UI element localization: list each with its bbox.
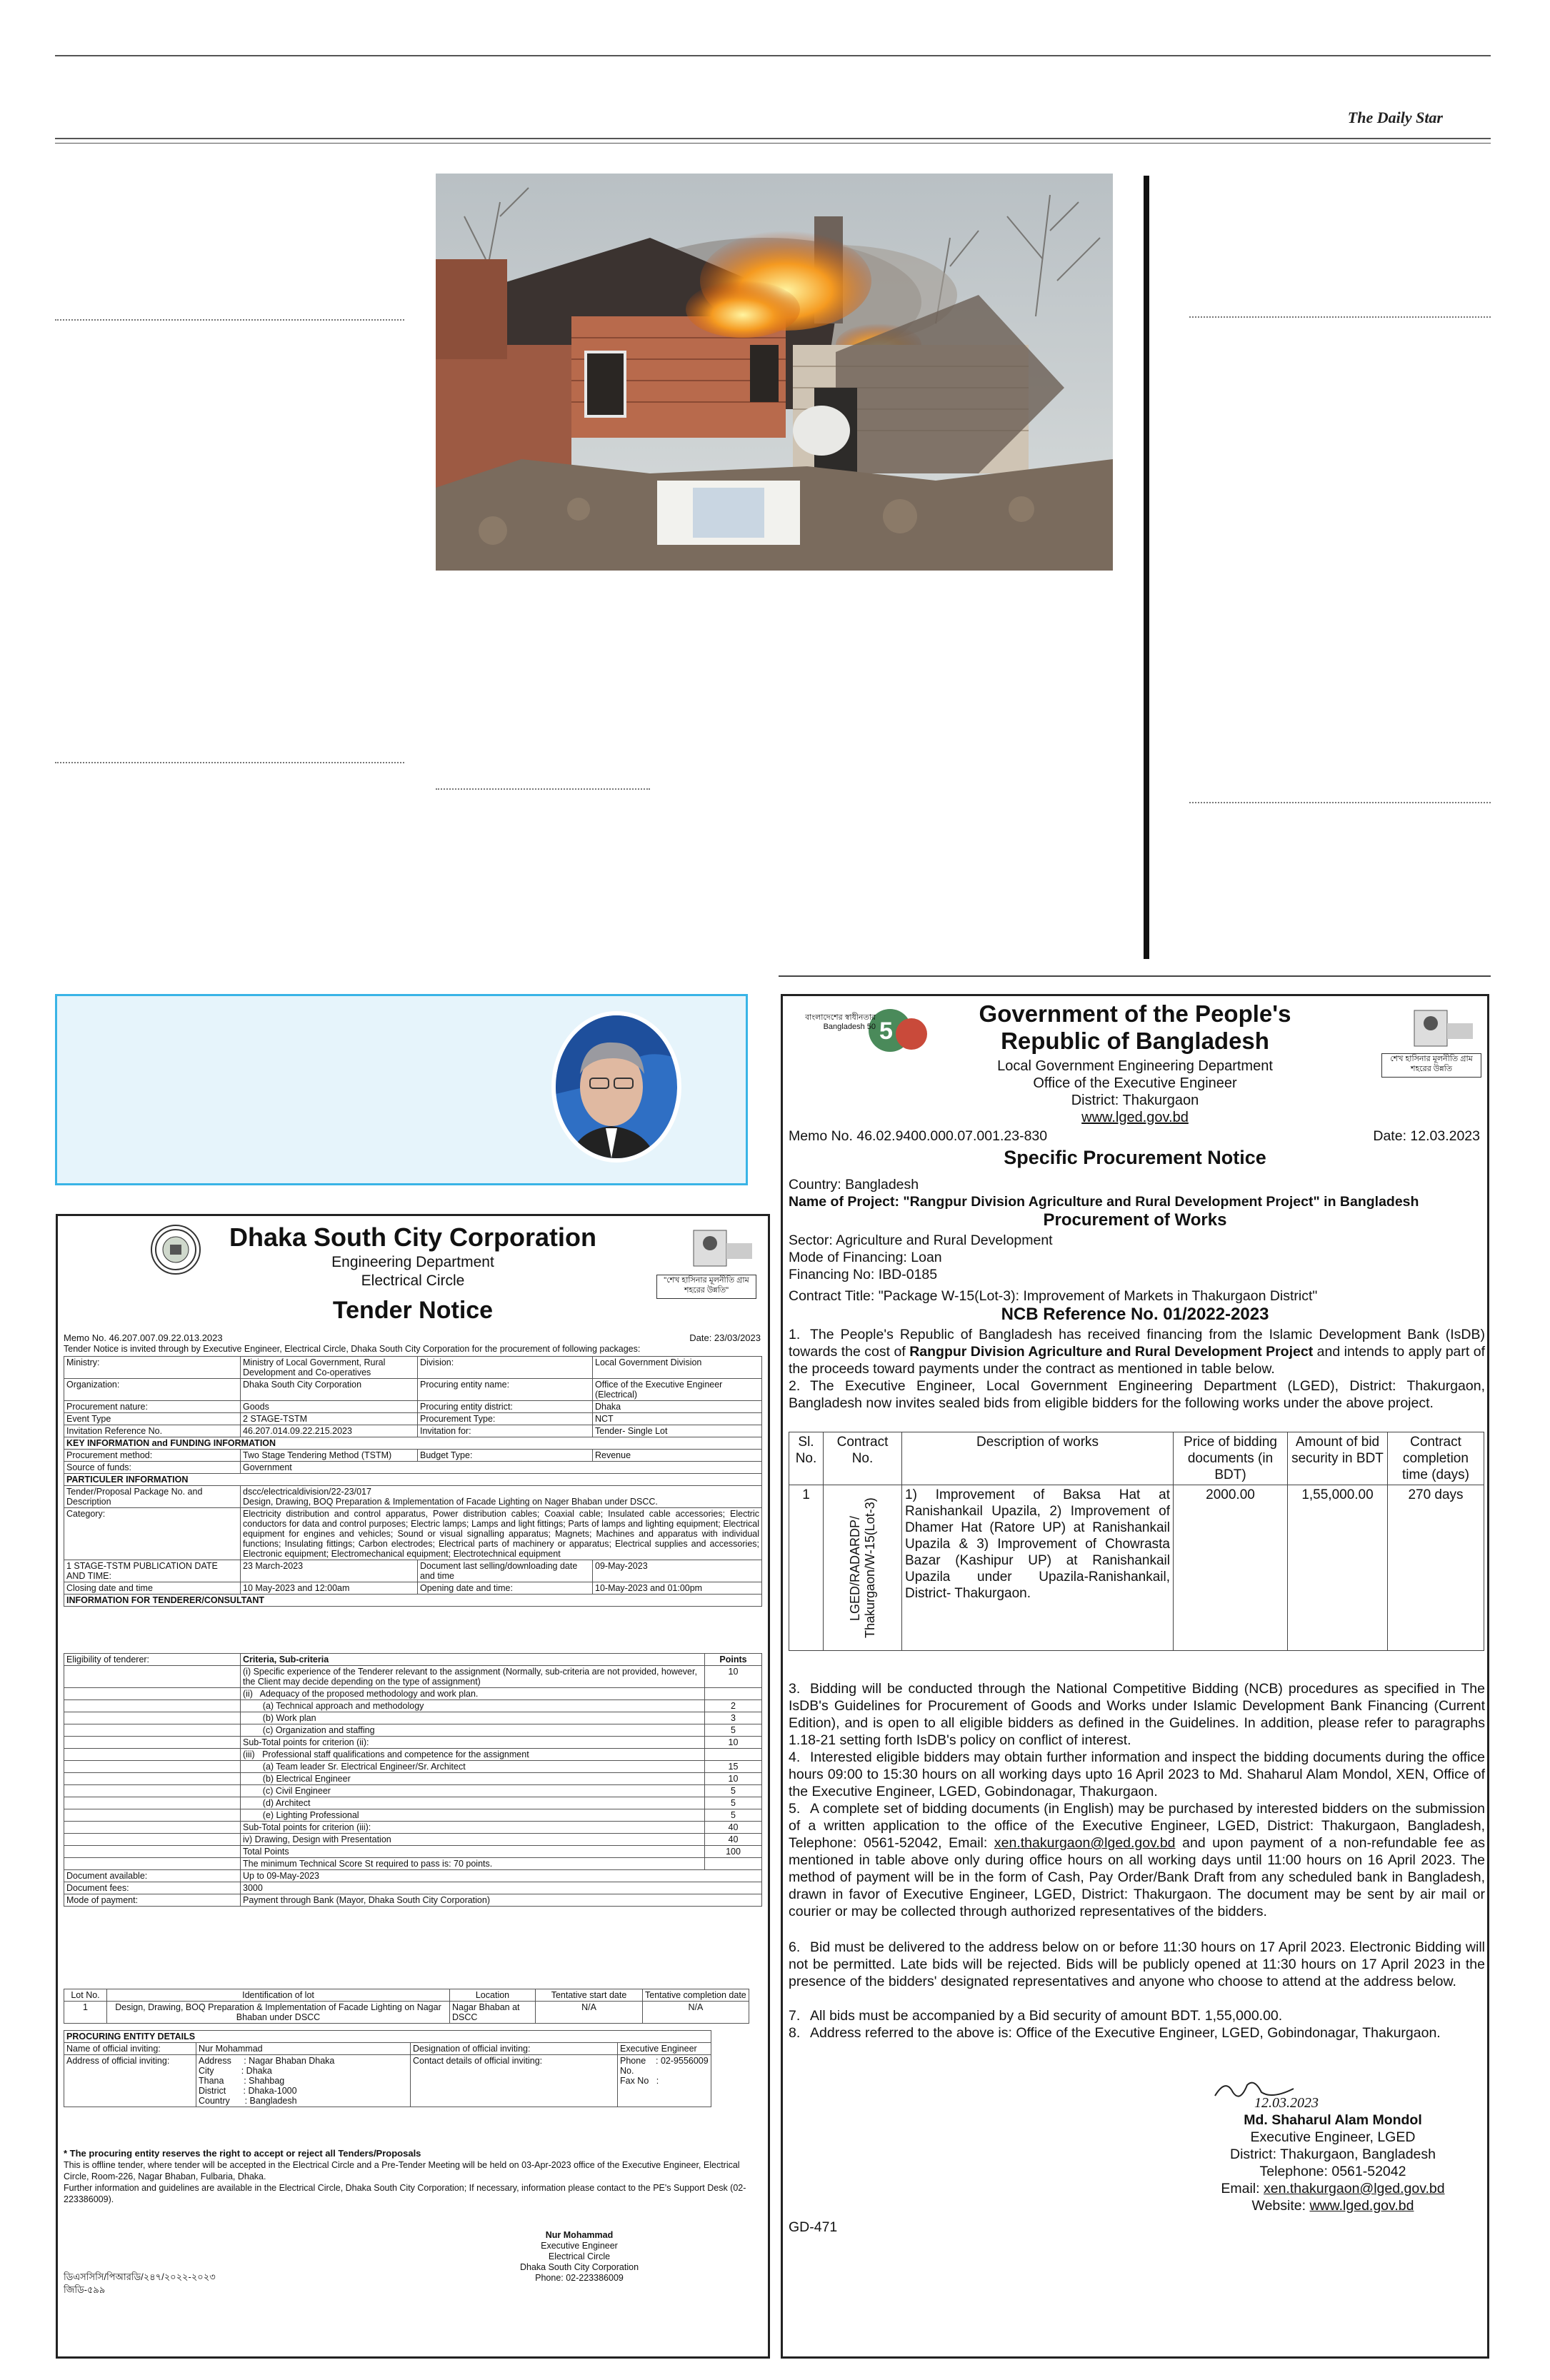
proc-mode: Mode of Financing: Loan	[789, 1250, 942, 1265]
proc-sector: Sector: Agriculture and Rural Development	[789, 1232, 1053, 1248]
dscc-code-1: ডিএসসিসি/পিআরডি/২৪৭/২০২২-২০২৩	[64, 2271, 216, 2282]
proc-para-7: 7. All bids must be accompanied by a Bid security of amount BDT. 1,55,000.00.	[789, 2008, 1283, 2024]
dscc-tender-notice	[56, 1214, 770, 2359]
column-separator	[1189, 802, 1491, 803]
header-rule	[55, 138, 1491, 139]
proc-para-4: 4. Interested eligible bidders may obtain further information and inspect the bidding documents during the office hours 09:00 to 15:30 hours on all working days upto 16 April 2023 to Md. Shaharul Alam Mondol, XEN, Office of the Executive Engineer, LGED, Gobindonagar, Thakurgaon.	[789, 1749, 1485, 1799]
dscc-info-table: Ministry: Ministry of Local Government, Rural Development and Co-operatives Division: Local Government Division Organization: Dhaka South City Corporation Procuring entity name: Office of the Executive Engineer (Electrical) Procurement nature: Goods Procuring entity district: Dhaka Event Type 2 STAGE-TSTM Procurement Type: NCT Invitation Reference No. 46.207.014.09.22.215.2023 Invitation for: Tender- Single Lot KEY INFORMATION and FUNDING INFORMATION Procurement method: Two Stage Tendering Method (TSTM) Budget Type: Revenue Source of funds: Government PARTICULER INFORMATION Tender/Proposal Package No. and Description dscc/electricaldivision/22-23/017 Design, Drawing, BOQ Preparation & Implementation of Facade Lighting on Nager Bhaban under DSCC. Category: Electricity distribution and control apparatus, Power distribution cables; Coaxial cable; Insulated cable accessories; Electric conductors for data and control purposes; Electric lamps; Lamps and light fittings; Parts of lamps and lighting equipment; Electrical equipment for engines and vehicles; Sound or visual signalling apparatus; Magnets; Machines and apparatus with individual functions; Insulating fittings; Carbon electrodes; Electrical parts of machinery or apparatus; Electrical supplies and accessories; Electronic equipment; Electromechanical equipment; Electrotechnical equipment 1 STAGE-TSTM PUBLICATION DATE AND TIME: 23 March-2023 Document last selling/downloading date and time 09-May-2023 Closing date and time 10 May-2023 and 12:00am Opening date and time: 10-May-2023 and 01:00pm INFORMATION FOR TENDERER/CONSULTANT	[64, 1356, 762, 1607]
proc-contract-title: Contract Title: "Package W-15(Lot-3): Improvement of Markets in Thakurgaon District"	[789, 1288, 1318, 1304]
proc-para-2: 2. The Executive Engineer, Local Government Engineering Department (LGED), District: Thakurgaon, Bangladesh now invites sealed bids from eligible bidders for the following works under the above project.	[789, 1378, 1485, 1411]
dscc-criteria-table: Eligibility of tenderer: Criteria, Sub-criteria Points (i) Specific experience of the Tenderer relevant to the assignment (Normally, sub-criteria are not provided, however, the Client may decide depending on the type of assignment) 10 (ii) Adequacy of the proposed methodology and work plan. (a) Technical approach and methodology 2 (b) Work plan 3 (c) Organization and staffing 5 Sub-Total points for criterion (ii): 10 (iii) Professional staff qualifications and competence for the assignment (a) Team leader Sr. Electrical Engineer/Sr. Architect 15 (b) Electrical Engineer 10 (c) Civil Engineer 5 (d) Architect 5 (e) Lighting Professional 5 Sub-Total points for criterion (iii): 40 iv) Drawing, Design with Presentation 40 Total Points 100 The minimum Technical Score St required to pass is: 70 points. Document available: Up to 09-May-2023 Document fees: 3000 Mode of payment: Payment through Bank (Mayor, Dhaka South City Corporation)	[64, 1653, 762, 1907]
proc-ncb-ref: NCB Reference No. 01/2022-2023	[1001, 1305, 1269, 1324]
proc-gd-code: GD-471	[789, 2219, 838, 2235]
proc-para-6: 6. Bid must be delivered to the address below on or before 11:30 hours on 17 April 2023. Electronic Bidding will not be permitted. Late bids will be rejected. Bids will be publicly opened at 11:30 hours on 17 April 2023 in the presence of the bidders' designated representatives and anyone who choose to attend at the address below.	[789, 1939, 1485, 1989]
column-separator	[1189, 316, 1491, 318]
dscc-signature: Nur Mohammad Executive Engineer Electrical Circle Dhaka South City Corporation Phone: 02-223386009	[519, 2230, 639, 2283]
dscc-memo: Memo No. 46.207.007.09.22.013.2023	[64, 1332, 223, 1343]
proc-works-table: Sl. No. Contract No. Description of works Price of bidding documents (in BDT) Amount of bid security in BDT Contract completion time (days) 1 LGED/RADARDP/ Thakurgaon/W-15(Lot-3) 1) Improvement of Baksa Hat at Ranishankail Upazila, 2) Improvement of Dhamer Hat (Ratore UP) at Ranishankail Upazila & 3) Improvement of Chowrasta Bazar (Kashipur UP) at Ranishankail Upazila under Upazila-Ranishankail, District- Thakurgaon. 2000.00 1,55,000.00 270 days	[789, 1432, 1484, 1651]
proc-spn-title: Specific Procurement Notice	[1004, 1147, 1266, 1168]
column-separator	[55, 762, 404, 763]
proc-office: Office of the Executive Engineer	[1033, 1075, 1237, 1091]
proc-email-link[interactable]: xen.thakurgaon@lged.gov.bd	[994, 1835, 1176, 1851]
masthead: The Daily Star	[1347, 109, 1443, 126]
proc-signature-date: 12.03.2023	[1254, 2095, 1319, 2111]
dscc-date: Date: 23/03/2023	[689, 1332, 761, 1343]
proc-signatory: Md. Shaharul Alam Mondol Executive Engineer, LGED District: Thakurgaon, Bangladesh Telephone: 0561-52042 Email: xen.thakurgaon@lged.gov.bd Website: www.lged.gov.bd	[1221, 2112, 1445, 2214]
proc-date: Date: 12.03.2023	[1373, 1128, 1480, 1144]
signatory-website-link[interactable]: www.lged.gov.bd	[1309, 2198, 1414, 2214]
proc-dept: Local Government Engineering Department	[997, 1058, 1273, 1074]
proc-slogan: শেখ হাসিনার মূলনীতি গ্রাম শহরের উন্নতি	[1381, 1053, 1481, 1078]
proc-url-link[interactable]: www.lged.gov.bd	[1081, 1110, 1189, 1125]
dscc-title: Dhaka South City Corporation	[229, 1222, 597, 1252]
column-separator	[436, 788, 650, 790]
portrait-logo-icon	[1396, 1009, 1481, 1049]
dscc-code-2: জিডি-৫৯৯	[64, 2284, 106, 2295]
proc-para-3: 3. Bidding will be conducted through the National Competitive Bidding (NCB) procedures as specified in The IsDB's Guidelines for Procurement of Goods and Works under Islamic Development Bank Financing (Current Edition), and is open to all eligible bidders as defined in the Guidelines. In addition, please refer to paragraphs 1.18-21 setting forth IsDB's policy on conflict of interest.	[789, 1681, 1485, 1748]
proc-district: District: Thakurgaon	[1071, 1093, 1199, 1108]
proc-para-1: 1. The People's Republic of Bangladesh has received financing from the Islamic Development Bank (IsDB) towards the cost of Rangpur Division Agriculture and Rural Development Project and intends to apply part of the proceeds toward payments under the contract as mentioned in table below.	[789, 1327, 1486, 1377]
top-rule	[55, 55, 1491, 56]
dscc-slogan: "শেখ হাসিনার মূলনীতি গ্রাম শহরের উন্নতি"	[656, 1275, 756, 1299]
portrait-photo	[556, 1015, 677, 1158]
news-photo	[436, 174, 1113, 571]
column-divider	[1144, 176, 1149, 959]
proc-memo: Memo No. 46.02.9400.000.07.001.23-830	[789, 1128, 1048, 1144]
signatory-email-link[interactable]: xen.thakurgaon@lged.gov.bd	[1263, 2181, 1445, 2196]
dscc-dept: Engineering Department	[331, 1254, 494, 1270]
proc-heading-2: Republic of Bangladesh	[1001, 1028, 1269, 1054]
ad-top-rule	[779, 975, 1491, 977]
header-rule-thin	[55, 143, 1491, 144]
dscc-footer-1: This is offline tender, where tender will be accepted in the Electrical Circle and a Pre-Tender Meeting will be held on 03-Apr-2023 office of the Executive Engineer, Electrical Circle, Room-226, Nagar Bhaban, Fulbaria, Dhaka.	[64, 2160, 740, 2181]
proc-financing: Financing No: IBD-0185	[789, 1267, 938, 1282]
proc-project: Name of Project: "Rangpur Division Agriculture and Rural Development Project" in Bangladesh	[789, 1194, 1419, 1210]
dscc-reserve-note: * The procuring entity reserves the right to accept or reject all Tenders/Proposals	[64, 2148, 421, 2159]
lged-procurement-notice	[781, 994, 1489, 2359]
bangladesh-50-logo-icon: 5 বাংলাদেশের স্বাধীনতার Bangladesh 50	[790, 1002, 940, 1059]
proc-works-title: Procurement of Works	[1043, 1210, 1227, 1230]
dscc-entity-table: PROCURING ENTITY DETAILS Name of official inviting: Nur Mohammad Designation of official inviting: Executive Engineer Address of official inviting: Address : Nagar Bhaban Dhaka City : Dhaka Thana : Shahbag District : Dhaka-1000 Country : Bangladesh Contact details of official inviting: Phone : 02-9556009 No. Fax No :	[64, 2030, 711, 2107]
svg-text:5: 5	[879, 1018, 893, 1045]
proc-heading-1: Government of the People's	[979, 1000, 1291, 1027]
proc-country: Country: Bangladesh	[789, 1177, 919, 1192]
dscc-lot-table: Lot No. Identification of lot Location Tentative start date Tentative completion date 1 Design, Drawing, BOQ Preparation & Implementation of Facade Lighting on Nagar Bhaban under DSCC Nagar Bhaban at DSCC N/A N/A	[64, 1989, 749, 2024]
dscc-footer-2: Further information and guidelines are available in the Electrical Circle, Dhaka South City Corporation; If necessary, information please contact to the PE's Support Desk (02-223386009).	[64, 2183, 746, 2204]
proc-para-8: 8. Address referred to the above is: Office of the Executive Engineer, LGED, Gobindonagar, Thakurgaon.	[789, 2025, 1441, 2041]
dscc-notice-heading: Tender Notice	[332, 1297, 494, 1324]
dscc-circle: Electrical Circle	[361, 1272, 465, 1289]
proc-para-5: 5. A complete set of bidding documents (in English) may be purchased by interested bidders on the submission of a written application to the office of the Executive Engineer, LGED, District: Thakurgaon, Bangladesh, Telephone: 0561-52042, Email: xen.thakurgaon@lged.gov.bd and upon payment of a non-refundable fee as mentioned in table above only during office hours on all working days until 11:00 hours on 16 April 2023. The method of payment will be in the form of Cash, Pay Order/Bank Draft from any scheduled bank in Bangladesh, drawn in favor of Executive Engineer, LGED, District: Thakurgaon. The document may be sent by air mail or courier or may be collected through authorized representatives of the bidders.	[789, 1801, 1485, 1919]
dscc-intro: Tender Notice is invited through by Executive Engineer, Electrical Circle, Dhaka South City Corporation for the procurement of following packages:	[64, 1344, 641, 1354]
portrait-logo-icon	[674, 1229, 759, 1272]
column-separator	[55, 319, 404, 321]
